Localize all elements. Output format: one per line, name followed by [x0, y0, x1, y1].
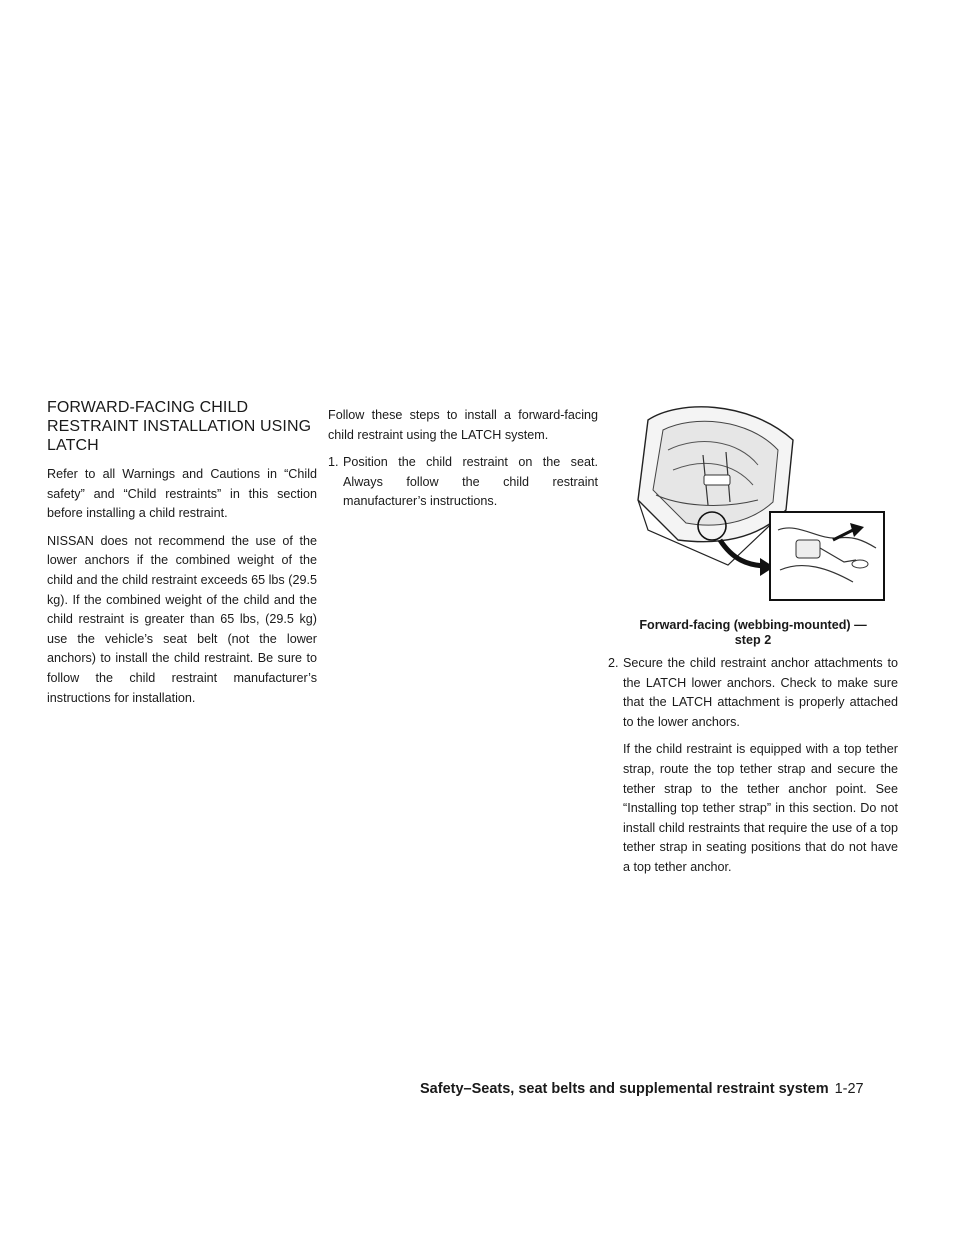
right-column [608, 390, 898, 886]
step-2-text: Secure the child restraint anchor attachments to the LATCH lower anchors. Check to make sure that the LATCH attachment is properly attached to the lower anchors. [623, 656, 898, 729]
weight-limit-paragraph: NISSAN does not recommend the use of the lower anchors if the combined weight of the child and the child restraint exceeds 65 lbs (29.5 kg). If the combined weight of the child and the child restraint is greater than 65 lbs, (29.5 kg) use the vehicle’s seat belt (not the lower anchors) to install the child restraint. Be sure to follow the child restraint manufacturer’s instructions for installation. [47, 533, 317, 705]
heading-line-3: LATCH [47, 437, 99, 454]
top-tether-paragraph: If the child restraint is equipped with a top tether strap, route the top tether strap and secure the tether strap to the tether anchor point. See “Installing top tether strap” in this section. Do not install child restraints that require the use of a top tether strap in seating positions that do not have a top tether anchor. [623, 742, 898, 874]
warnings-paragraph: Refer to all Warnings and Cautions in “Child safety” and “Child restraints” in this section before installing a child restraint. [47, 467, 317, 521]
step-2 [608, 654, 898, 732]
page-number: 1-27 [834, 1081, 864, 1097]
middle-column [328, 406, 598, 520]
figure-caption-line-1: Forward-facing (webbing-mounted) — [639, 618, 867, 632]
heading-line-1: FORWARD-FACING CHILD [47, 399, 249, 416]
child-seat-illustration [608, 390, 898, 590]
section-heading [47, 398, 317, 455]
steps-intro: Follow these steps to install a forward-facing child restraint using the LATCH system. [328, 408, 598, 442]
figure-caption-line-2: step 2 [734, 633, 772, 647]
footer-section-title: Safety–Seats, seat belts and supplemental restraint system [420, 1081, 829, 1097]
left-column [47, 398, 317, 716]
step-1-text: Position the child restraint on the seat. Always follow the child restraint manufacturer’s instructions. [343, 455, 598, 509]
child-seat-latch-figure [608, 390, 898, 610]
figure-caption [608, 618, 898, 648]
step-1-number: 1. [328, 455, 339, 470]
step-1 [328, 453, 598, 512]
step-2-number: 2. [608, 656, 619, 670]
heading-line-2: RESTRAINT INSTALLATION USING [47, 418, 312, 435]
page-footer [420, 1081, 896, 1097]
